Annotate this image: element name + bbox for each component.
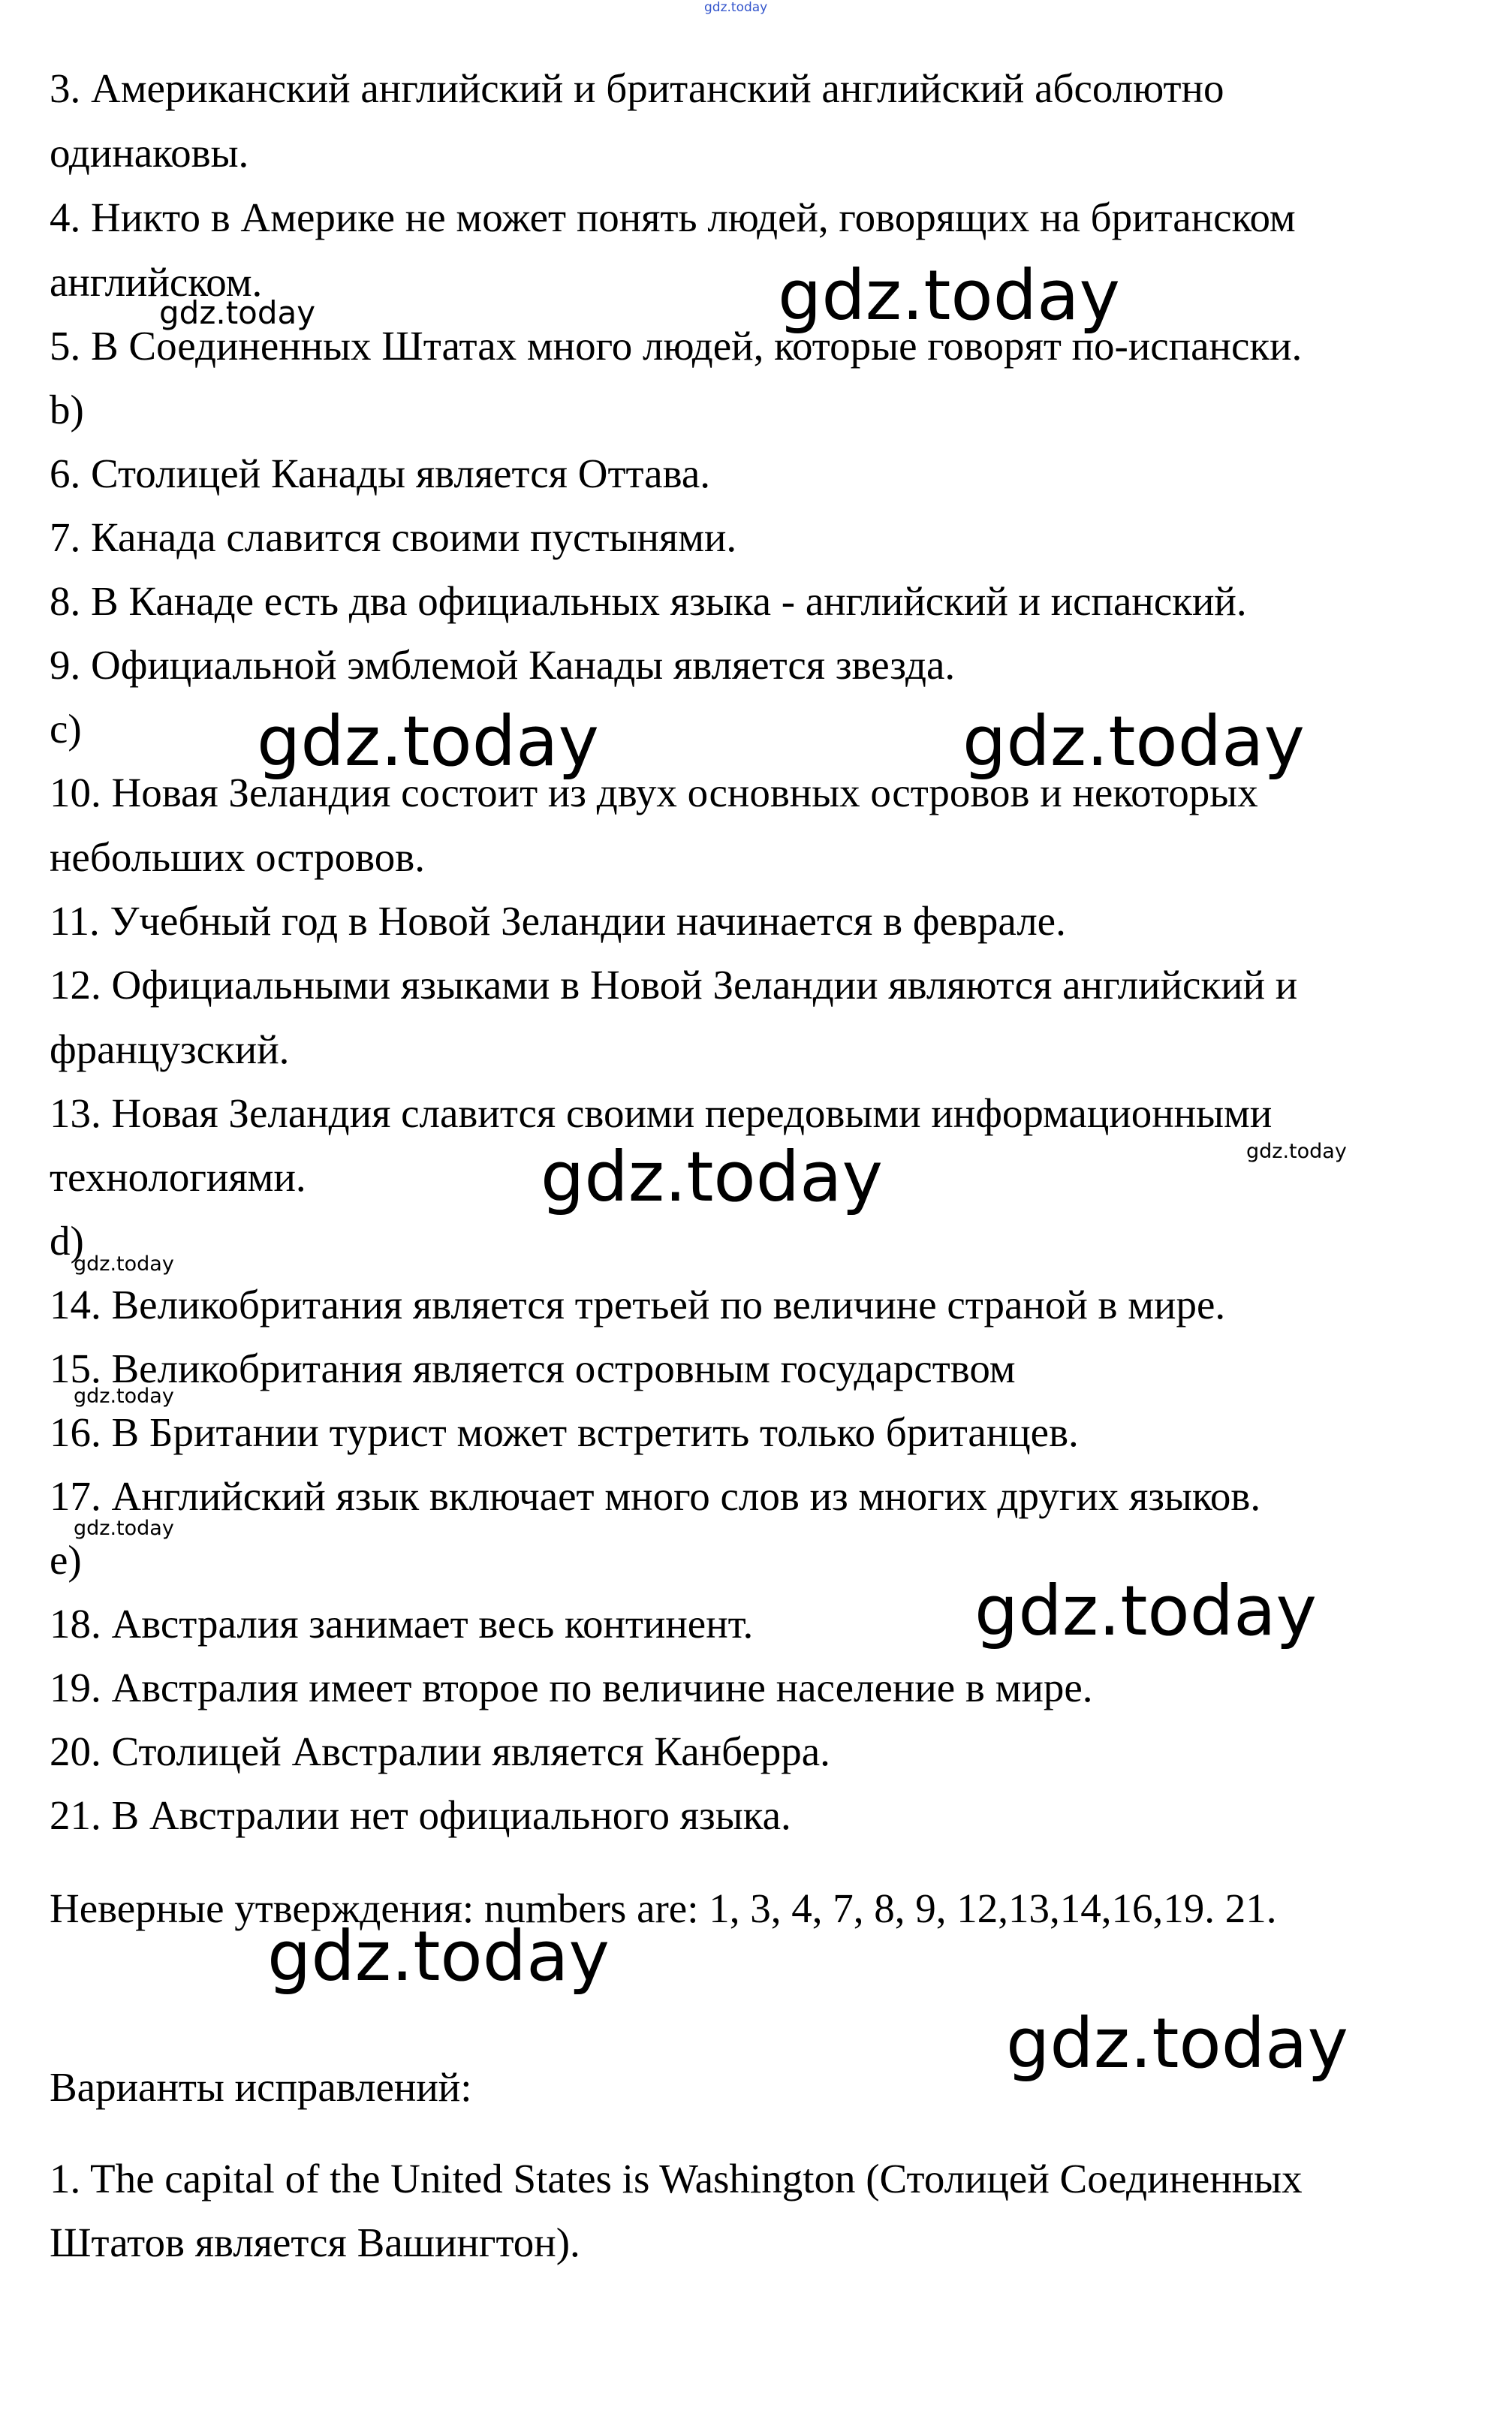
- statement-line: 13. Новая Зеландия славится своими передовыми информационными: [50, 1090, 1273, 1136]
- statement-line: 15. Великобритания является островным государством: [50, 1346, 1016, 1391]
- section-label: b): [50, 387, 84, 432]
- watermark: gdz.today: [778, 255, 1120, 336]
- watermark: gdz.today: [159, 294, 316, 331]
- correction-line: Штатов является Вашингтон).: [50, 2220, 580, 2265]
- statement-line: 12. Официальными языками в Новой Зеландии являются английский и: [50, 962, 1298, 1008]
- statement-line: небольших островов.: [50, 834, 425, 880]
- corrections-heading: Варианты исправлений:: [50, 2064, 472, 2110]
- watermark: gdz.today: [74, 1252, 174, 1276]
- correction-line: 1. The capital of the United States is Washington (Столицей Соединенных: [50, 2156, 1303, 2202]
- statement-line: английском.: [50, 259, 263, 305]
- statement-line: 11. Учебный год в Новой Зеландии начинается в феврале.: [50, 898, 1066, 944]
- section-label: c): [50, 706, 82, 752]
- watermark: gdz.today: [74, 1385, 174, 1408]
- statement-line: 4. Никто в Америке не может понять людей, говорящих на британском: [50, 194, 1296, 240]
- statement-line: 9. Официальной эмблемой Канады является звезда.: [50, 642, 956, 688]
- statement-line: 10. Новая Зеландия состоит из двух основных островов и некоторых: [50, 770, 1258, 815]
- watermark-top: gdz.today: [704, 0, 768, 15]
- statement-line: 5. В Соединенных Штатах много людей, которые говорят по-испански.: [50, 323, 1303, 369]
- watermark: gdz.today: [1006, 2003, 1348, 2084]
- statement-line: 8. В Канаде есть два официальных языка - английский и испанский.: [50, 578, 1247, 624]
- statement-line: 7. Канада славится своими пустынями.: [50, 514, 737, 560]
- watermark: gdz.today: [257, 701, 599, 782]
- watermark: gdz.today: [541, 1137, 883, 1217]
- statement-line: одинаковы.: [50, 130, 249, 176]
- statement-line: 17. Английский язык включает много слов из многих других языков.: [50, 1473, 1261, 1519]
- watermark: gdz.today: [267, 1916, 610, 1997]
- section-label: e): [50, 1537, 82, 1583]
- incorrect-statements-summary: Неверные утверждения: numbers are: 1, 3, 4, 7, 8, 9, 12,13,14,16,19. 21.: [50, 1885, 1277, 1931]
- watermark: gdz.today: [962, 701, 1305, 782]
- statement-line: 21. В Австралии нет официального языка.: [50, 1792, 791, 1838]
- statement-line: 16. В Британии турист может встретить только британцев.: [50, 1409, 1079, 1455]
- statement-line: 20. Столицей Австралии является Канберра.: [50, 1728, 830, 1774]
- statement-line: технологиями.: [50, 1154, 306, 1200]
- watermark: gdz.today: [74, 1517, 174, 1540]
- statement-line: 18. Австралия занимает весь континент.: [50, 1601, 754, 1647]
- statement-line: 3. Американский английский и британский английский абсолютно: [50, 65, 1224, 111]
- statement-line: 14. Великобритания является третьей по величине страной в мире.: [50, 1282, 1226, 1328]
- section-label: d): [50, 1218, 84, 1264]
- watermark: gdz.today: [974, 1571, 1317, 1651]
- statement-line: французский.: [50, 1026, 290, 1072]
- statement-line: 19. Австралия имеет второе по величине население в мире.: [50, 1665, 1093, 1710]
- watermark: gdz.today: [1246, 1140, 1347, 1163]
- statement-line: 6. Столицей Канады является Оттава.: [50, 451, 710, 496]
